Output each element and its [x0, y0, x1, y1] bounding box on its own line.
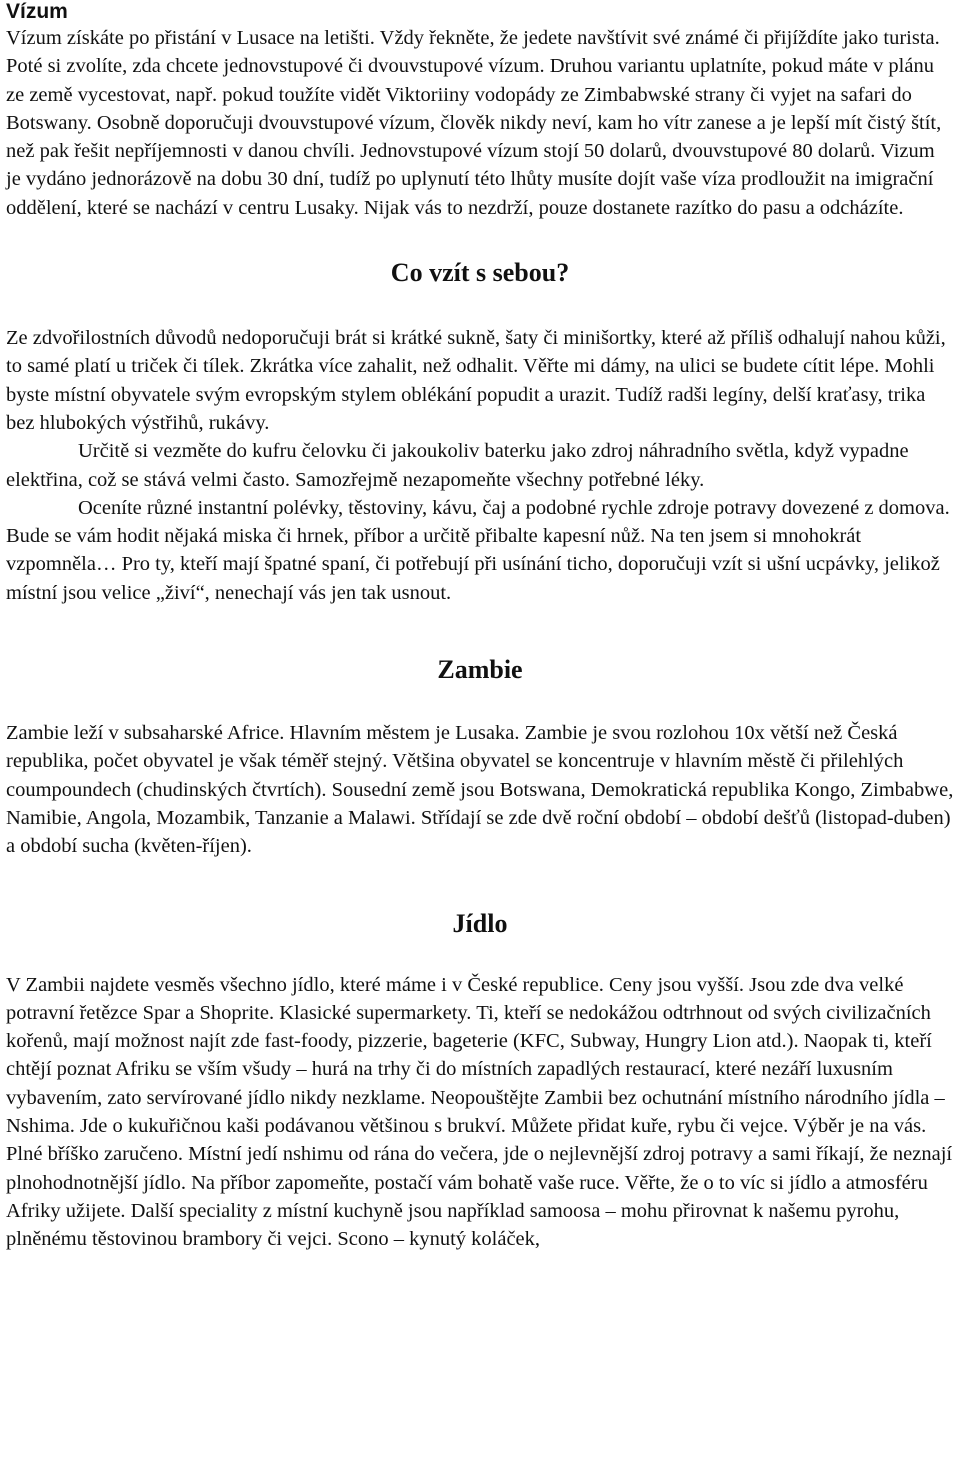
- packing-paragraph-food: Oceníte různé instantní polévky, těstoviny, kávu, čaj a podobné rychle zdroje potravy dovezené z domova. Bude se vám hodit nějaká miska či hrnek, příbor a určitě přibalte kapesní nůž. Na ten jsem si mnohokrát vzpomněla… Pro ty, kteří mají špatné spaní, či potřebují při usínání ticho, doporučuji vzít si ušní ucpávky, jelikož místní jsou velice „živí“, nenechají vás jen tak usnout.: [6, 496, 955, 604]
- visa-heading: Vízum: [6, 0, 68, 23]
- food-paragraph: V Zambii najdete vesměs všechno jídlo, které máme i v České republice. Ceny jsou vyšší. Jsou zde dva velké potravní řetězce Spar a Shoprite. Klasické supermarkety. Ti, kteří se nedokážou odtrhnout od svých civilizačních kořenů, mají možnost najít zde fast-foody, pizzerie, bageterie (KFC, Subway, Hungry Lion atd.). Naopak ti, kteří chtějí poznat Afriku se vším všudy – hurá na trhy či do místních zapadlých restaurací, které nezáří luxusním vybavením, zato servírované jídlo nikdy nezklame. Neopouštějte Zambii bez ochutnání místního národního jídla – Nshima. Jde o kukuřičnou kaši podávanou většinou s brukví. Můžete přidat kuře, rybu či vejce. Výběr je na vás. Plné bříško zaručeno. Místní jedí nshimu od rána do večera, jde o nejlevnější zdroj potravy a sami říkají, že neznají plnohodnotnější jídlo. Na příbor zapomeňte, postačí vám bohatě vaše ruce. Věřte, že o to víc si jídlo a atmosféru Afriky užijete. Další speciality z místní kuchyně jsou například samoosa – mohu přirovnat k našemu pyrohu, plněnému těstovinou brambory či vejci. Scono – kynutý koláček,: [6, 973, 958, 1251]
- packing-paragraph-light: Určitě si vezměte do kufru čelovku či jakoukoliv baterku jako zdroj náhradního světla, když vypadne elektřina, což se stává velmi často. Samozřejmě nezapomeňte všechny potřebné léky.: [6, 440, 914, 491]
- food-heading: Jídlo: [452, 908, 508, 938]
- packing-heading: Co vzít s sebou?: [390, 258, 570, 288]
- visa-paragraph: Vízum získáte po přistání v Lusace na letišti. Vždy řekněte, že jedete navštívit své známé či přijíždíte jako turista. Poté si zvolíte, zda chcete jednovstupové či dvouvstupové vízum. Druhou variantu uplatníte, pokud máte v plánu ze země vycestovat, např. pokud toužíte vidět Viktoriiny vodopády ze Zimbabwské strany či vyjet na safari do Botswany. Osobně doporučuji dvouvstupové vízum, člověk nikdy neví, kam ho vítr zanese a je lepší mít čistý štít, než pak řešit nepříjemnosti v danou chvíli. Jednovstupové vízum stojí 50 dolarů, dvouvstupové 80 dolarů. Vizum je vydáno jednorázově na dobu 30 dní, tudíž po uplynutí této lhůty musíte dojít vaše víza prodloužit na imigrační oddělení, které se nachází v centru Lusaky. Nijak vás to nezdrží, pouze dostanete razítko do pasu a odcházíte.: [6, 27, 947, 219]
- zambia-paragraph: Zambie leží v subsaharské Africe. Hlavním městem je Lusaka. Zambie je svou rozlohou 10x větší než Česká republika, počet obyvatel je však téměř stejný. Většina obyvatel se koncentruje v hlavním městě či přilehlých coumpoundech (chudinských čtvrtích). Sousední země jsou Botswana, Demokratická republika Kongo, Zimbabwe, Namibie, Angola, Mozambik, Tanzanie a Malawi. Střídají se zde dvě roční období – období dešťů (listopad-duben) a období sucha (květen-říjen).: [6, 722, 959, 858]
- zambia-heading: Zambie: [437, 655, 523, 685]
- packing-paragraph-clothing: Ze zdvořilostních důvodů nedoporučuji brát si krátké sukně, šaty či minišortky, které až příliš odhalují nahou kůži, to samé platí u triček či tílek. Zkrátka více zahalit, než odhalit. Věřte mi dámy, na ulici se budete cítit lépe. Mohli byste místní obyvatele svým evropským stylem oblékání popudit a urazit. Tudíž radši legíny, delší kraťasy, trika bez hlubokých výstřihů, rukávy.: [6, 327, 951, 434]
